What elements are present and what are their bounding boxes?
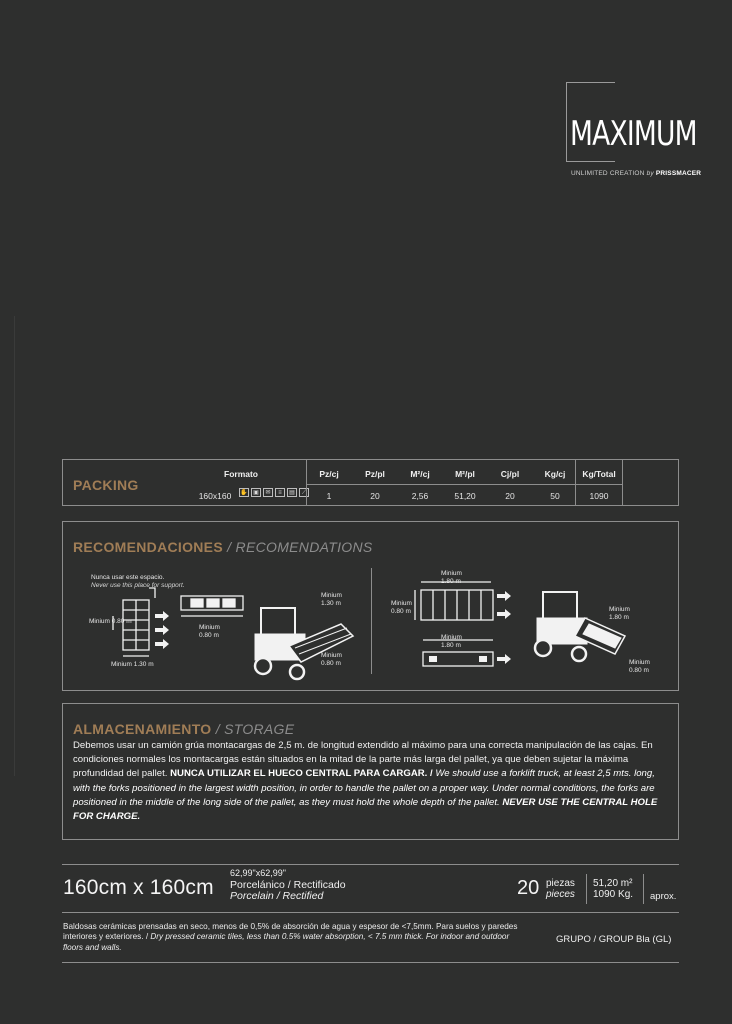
edge-line xyxy=(14,316,15,776)
area-value: 51,20 m² xyxy=(593,878,633,889)
bottom-rule xyxy=(62,962,679,963)
label-minium-080-d: Minium 0.80 m xyxy=(391,600,412,615)
label-minium-080-c: Minium 0.80 m xyxy=(321,652,342,667)
header-pz-pl: Pz/pl xyxy=(365,469,385,479)
storage-warning-es: NUNCA UTILIZAR EL HUECO CENTRAL PARA CARGAR. / xyxy=(170,768,433,780)
pieces-label xyxy=(546,879,575,900)
pallet-front-view xyxy=(181,596,243,616)
label-minium-080-e: Minium 0.80 m xyxy=(629,659,650,674)
top-rule xyxy=(62,864,679,865)
product-size-inch: 62,99"x62,99" xyxy=(230,868,286,878)
label-minium-080-b: Minium 0.80 m xyxy=(199,624,220,639)
value-m2-pl: 51,20 xyxy=(454,491,476,501)
storage-text-es: Debemos usar un camión grúa montacargas de 2,5 m. de longitud extendido al máximo para una correcta manipulación de las cajas. En condiciones normales los montacargas están situados en la mitad de la parte más larga del pallet, ya que deben sujetar la máxima profundidad del pallet. xyxy=(73,740,653,780)
recommendations-divider xyxy=(371,568,372,674)
header-kg-total: Kg/Total xyxy=(582,469,616,479)
value-cj-pl: 20 xyxy=(505,491,515,501)
logo-tagline xyxy=(571,170,701,177)
storage-text xyxy=(73,739,663,824)
value-pz-cj: 1 xyxy=(326,491,332,501)
separator xyxy=(643,874,644,904)
recommendations-title-en: / RECOMENDATIONS xyxy=(227,539,373,555)
area-weight xyxy=(593,878,633,900)
description-en: Dry pressed ceramic tiles, less than 0.5% water absorption, < 7.5 mm thick. For indoor and outdoor floors and walls. xyxy=(63,932,510,952)
material-en: Porcelain / Rectified xyxy=(230,890,324,902)
value-pz-pl: 20 xyxy=(370,491,380,501)
label-minium-180-a: Minium 1.80 m xyxy=(441,570,462,585)
product-group: GRUPO / GROUP Bla (GL) xyxy=(556,934,672,945)
product-size: 160cm x 160cm xyxy=(63,876,214,899)
logo-wordmark: MAXIMUM xyxy=(570,114,697,154)
care-icons xyxy=(239,488,309,497)
forklift-left xyxy=(255,608,353,679)
recommendations-title-es: RECOMENDACIONES xyxy=(73,539,223,555)
row-divider xyxy=(306,484,623,485)
forklift-right xyxy=(535,592,625,661)
value-format: 160x160 xyxy=(198,491,232,501)
left-arrows xyxy=(155,611,169,649)
tagline-text: UNLIMITED CREATION xyxy=(571,170,645,177)
separator xyxy=(586,874,587,904)
hand-icon: ✋ xyxy=(240,490,248,496)
packing-table xyxy=(62,459,679,506)
right-arrows xyxy=(429,591,511,664)
pallet-top-view xyxy=(415,582,493,666)
label-minium-180-b: Minium 1.80 m xyxy=(441,634,462,649)
envelope-icon: ✉ xyxy=(263,488,273,497)
pieces-es: piezas xyxy=(546,878,575,889)
box-icon: ▣ xyxy=(251,488,261,497)
col-divider xyxy=(622,460,623,505)
weight-value: 1090 Kg. xyxy=(593,889,634,900)
product-description xyxy=(63,922,523,953)
header-m2-pl: M²/pl xyxy=(455,469,475,479)
material-es: Porcelánico / Rectificado xyxy=(230,879,346,891)
tile-icon: ▤ xyxy=(287,488,297,497)
storage-title-en: / STORAGE xyxy=(215,721,295,737)
pieces-en: pieces xyxy=(546,888,575,900)
recommendations-panel xyxy=(62,521,679,691)
header-m2-cj: M²/cj xyxy=(410,469,430,479)
label-minium-130-a: Minium 1.30 m xyxy=(111,661,154,668)
middle-rule xyxy=(62,912,679,913)
support-note-es: Nunca usar este espacio. xyxy=(91,574,165,581)
header-formato: Formato xyxy=(224,469,258,479)
packing-title: PACKING xyxy=(73,477,139,493)
description-es: Baldosas cerámicas prensadas en seco, menos de 0,5% de absorción de agua y espesor de <7,5mm. Para suelos y paredes interiores y exteriores. / xyxy=(63,922,518,942)
storage-title xyxy=(73,721,294,737)
value-kg-total: 1090 xyxy=(589,491,609,501)
storage-title-es: ALMACENAMIENTO xyxy=(73,721,212,737)
aprox-label: aprox. xyxy=(650,891,677,902)
value-kg-cj: 50 xyxy=(550,491,560,501)
product-material xyxy=(230,880,346,902)
label-minium-180-c: Minium 1.80 m xyxy=(609,606,630,621)
support-note-en: Never use this place for support. xyxy=(91,581,185,589)
tagline-by: by xyxy=(646,170,654,177)
storage-text-en: We should use a forklift truck, at least 2,5 mts. long, with the forks positioned in the largest width position, in order to handle the pallet on a proper way. Under normal conditions, the forks are positioned in the middle of the long side of the pallet, as they must hold the whole depth of the pallet. xyxy=(73,768,655,808)
label-minium-130-b: Minium 1.30 m xyxy=(321,592,342,607)
value-m2-cj: 2,56 xyxy=(411,491,429,501)
storage-panel xyxy=(62,703,679,840)
header-cj-pl: Cj/pl xyxy=(500,469,520,479)
cut-icon: ⟋ xyxy=(299,488,309,497)
header-pz-cj: Pz/cj xyxy=(319,469,339,479)
recommendations-title xyxy=(73,539,373,555)
storage-warning-en: NEVER USE THE CENTRAL HOLE FOR CHARGE. xyxy=(73,796,658,823)
pieces-number: 20 xyxy=(517,877,540,899)
header-kg-cj: Kg/cj xyxy=(544,469,566,479)
label-minium-080-a: Minium 0.80 m xyxy=(89,618,132,625)
tagline-brand: PRISSMACER xyxy=(655,170,702,177)
stack-icon: ≡ xyxy=(275,488,285,497)
